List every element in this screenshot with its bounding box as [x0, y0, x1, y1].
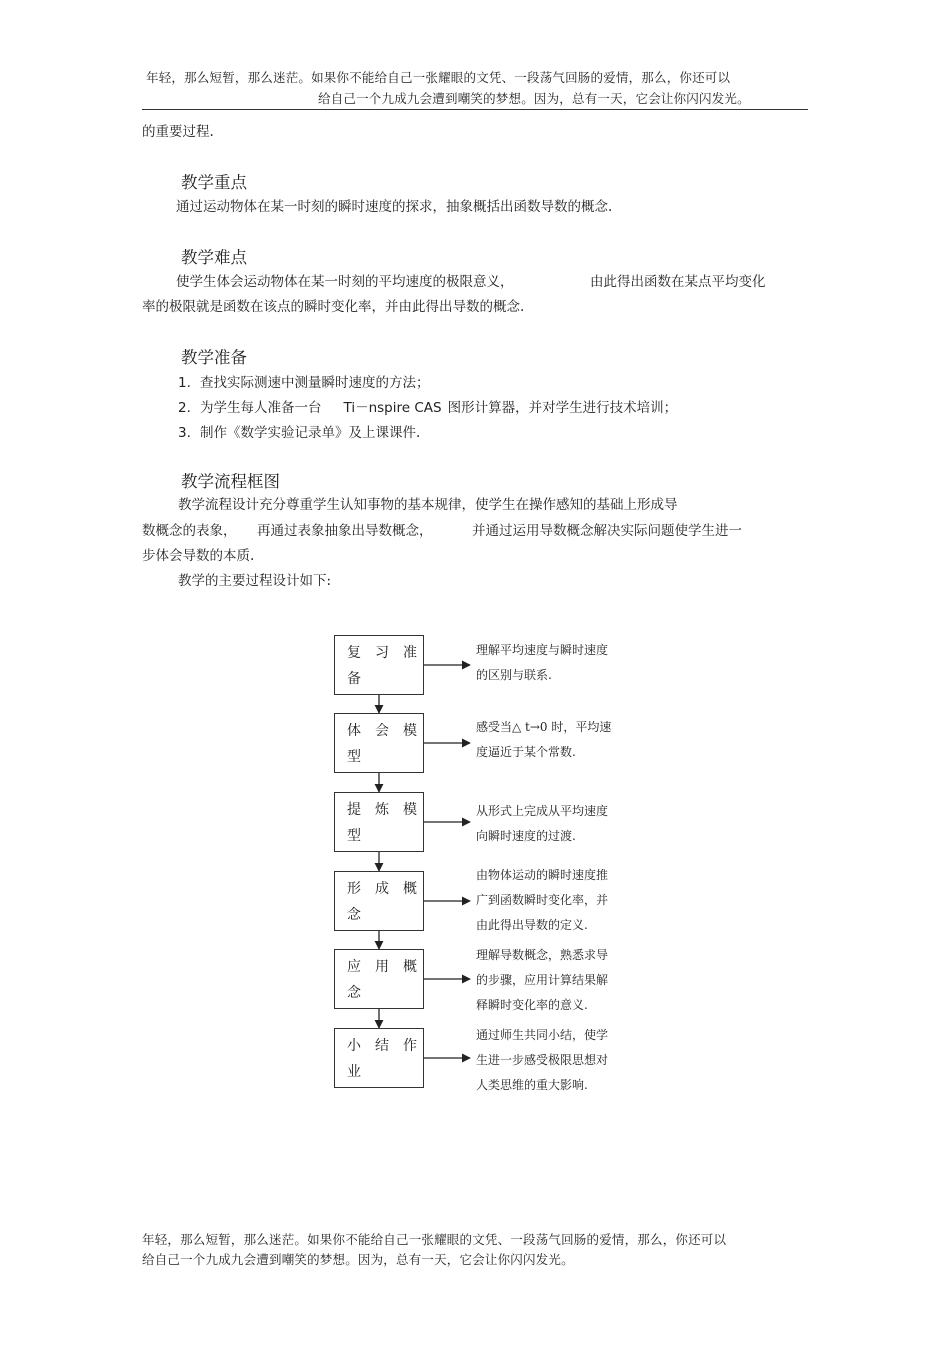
- list-number: 1.: [178, 375, 191, 391]
- flow-note: [476, 943, 608, 1018]
- list-text: 为学生每人准备一台: [200, 400, 322, 416]
- flow-note: [476, 1023, 608, 1098]
- flow-note: [476, 638, 608, 688]
- flow-note: [476, 715, 611, 765]
- difficulties-line-2: 率的极限就是函数在该点的瞬时变化率，并由此得出导数的概念.: [142, 299, 525, 315]
- flow-note: [476, 799, 608, 849]
- flow-note: [476, 863, 608, 938]
- list-text: 制作《数学实验记录单》及上课课件.: [200, 425, 421, 441]
- step-label: 念: [347, 907, 375, 923]
- difficulties-line-1a: 使学生体会运动物体在某一时刻的平均速度的极限意义，: [176, 274, 514, 290]
- footer-line-2: 给自己一个九成九会遭到嘲笑的梦想。因为，总有一天，它会让你闪闪发光。: [142, 1252, 574, 1267]
- step-label: 业: [347, 1064, 375, 1080]
- note-line: 人类思维的重大影响.: [476, 1078, 588, 1092]
- header-line-2: 给自己一个九成九会遭到嘲笑的梦想。因为，总有一天，它会让你闪闪发光。: [318, 91, 750, 106]
- heading-difficulties: 教学难点: [181, 248, 247, 267]
- step-label: 形成概: [347, 881, 431, 897]
- list-number: 3.: [178, 425, 191, 441]
- flow-para-line-2a: 数概念的表象，: [142, 523, 237, 539]
- flow-para-line-2c: 并通过运用导数概念解决实际问题使学生进一: [472, 523, 742, 539]
- flow-para-line-1: 教学流程设计充分尊重学生认知事物的基本规律，使学生在操作感知的基础上形成导: [178, 497, 678, 513]
- note-line: 生进一步感受极限思想对: [476, 1053, 609, 1067]
- note-line: 感受当△ t→0 时，平均速: [476, 720, 612, 734]
- step-label: 复习准: [347, 645, 431, 661]
- flow-step-review: [334, 635, 431, 695]
- intro-tail: 的重要过程.: [142, 124, 214, 140]
- step-label: 应用概: [347, 959, 431, 975]
- step-label: 备: [347, 671, 375, 687]
- step-label: 体会模: [347, 723, 431, 739]
- note-line: 由物体运动的瞬时速度推: [476, 868, 609, 882]
- difficulties-line-1b: 由此得出函数在某点平均变化: [590, 274, 766, 290]
- note-line: 的区别与联系.: [476, 668, 552, 682]
- footer-line-1: 年轻，那么短暂，那么迷茫。如果你不能给自己一张耀眼的文凭、一段荡气回肠的爱情，那么，你还可以: [142, 1232, 727, 1247]
- flow-para-line-3: 步体会导数的本质.: [142, 548, 255, 564]
- heading-flow: 教学流程框图: [181, 472, 280, 491]
- step-label: 型: [347, 749, 375, 765]
- note-line: 的步骤，应用计算结果解: [476, 973, 609, 987]
- device-name: Ti－nspire CAS: [343, 400, 442, 416]
- note-line: 通过师生共同小结，使学: [476, 1028, 609, 1042]
- note-line: 度逼近于某个常数.: [476, 745, 576, 759]
- flow-step-form-concept: [334, 871, 431, 931]
- note-line: 释瞬时变化率的意义.: [476, 998, 588, 1012]
- flow-para-line-2b: 再通过表象抽象出导数概念，: [257, 523, 433, 539]
- note-line: 从形式上完成从平均速度: [476, 804, 609, 818]
- heading-key-points: 教学重点: [181, 173, 247, 192]
- step-label: 型: [347, 828, 375, 844]
- note-line: 理解平均速度与瞬时速度: [476, 643, 609, 657]
- flow-step-summary-homework: [334, 1028, 431, 1088]
- list-text: 查找实际测速中测量瞬时速度的方法；: [200, 375, 430, 391]
- note-line: 向瞬时速度的过渡.: [476, 829, 576, 843]
- flow-step-experience-model: [334, 713, 431, 773]
- flow-para-2: 教学的主要过程设计如下:: [178, 573, 332, 589]
- note-line: 由此得出导数的定义.: [476, 918, 588, 932]
- list-text: 图形计算器，并对学生进行技术培训；: [447, 400, 678, 416]
- list-number: 2.: [178, 400, 191, 416]
- note-line: 广到函数瞬时变化率，并: [476, 893, 609, 907]
- step-label: 提炼模: [347, 802, 431, 818]
- header-line-1: 年轻，那么短暂，那么迷茫。如果你不能给自己一张耀眼的文凭、一段荡气回肠的爱情，那么，你还可以: [146, 70, 731, 85]
- key-points-text: 通过运动物体在某一时刻的瞬时速度的探求，抽象概括出函数导数的概念.: [176, 199, 613, 215]
- flow-step-refine-model: [334, 792, 431, 852]
- heading-preparation: 教学准备: [181, 348, 247, 367]
- step-label: 念: [347, 985, 375, 1001]
- note-line: 理解导数概念，熟悉求导: [476, 948, 609, 962]
- step-label: 小结作: [347, 1038, 431, 1054]
- flow-step-apply-concept: [334, 949, 431, 1009]
